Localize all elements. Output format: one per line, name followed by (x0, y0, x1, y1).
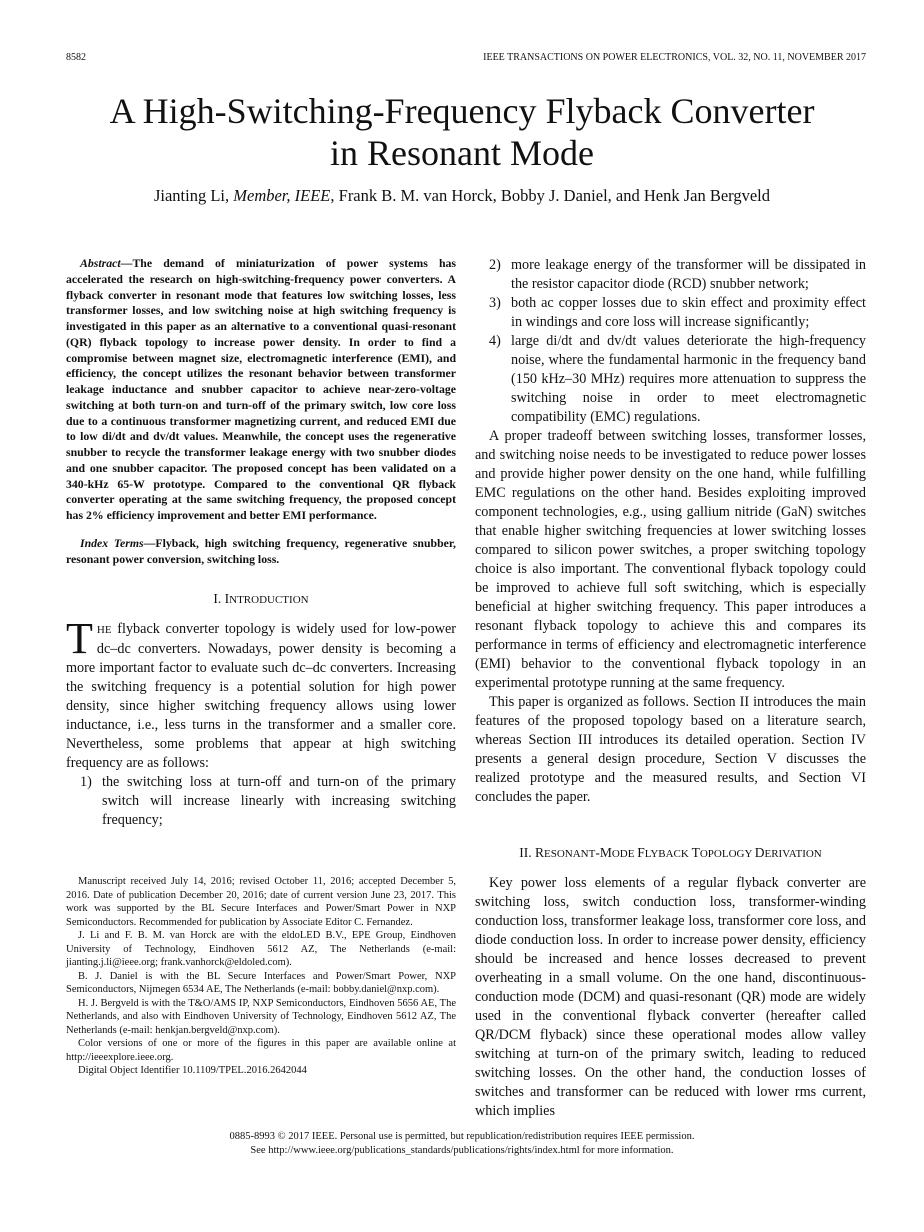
list-item: 3) both ac copper losses due to skin effect and proximity effect in windings and core loss will increase significantly; (489, 295, 866, 330)
footnote-doi: Digital Object Identifier 10.1109/TPEL.2016.2642044 (78, 1065, 307, 1076)
author-first: Jianting Li (153, 186, 225, 205)
index-terms (66, 536, 456, 568)
footnote-color: Color versions of one or more of the figures in this paper are available online at http://ieeexplore.ieee.org. (66, 1038, 456, 1063)
author-membership: , Member, IEEE (225, 186, 331, 205)
footnote-affil-1: J. Li and F. B. M. van Horck are with the eldoLED B.V., EPE Group, Eindhoven University of Technology, Eindhoven 5612 AZ, The Netherlands (e-mail: jianting.j.li@ieee.org; frank.vanhorck@eldoled.com). (66, 930, 456, 968)
title-line-1: A High-Switching-Frequency Flyback Converter (109, 91, 815, 131)
author-rest: , Frank B. M. van Horck, Bobby J. Daniel, and Henk Jan Bergveld (330, 186, 771, 205)
index-terms-label: Index Terms (80, 535, 144, 550)
intro-paragraph-3: This paper is organized as follows. Section II introduces the main features of the proposed topology based on a literature search, whereas Section III introduces its detailed operation. Section IV presents a general design procedure, Section V discusses the realized prototype and the measured results, and Section VI concludes the paper. (475, 694, 866, 805)
drop-cap: T (66, 614, 93, 664)
abstract (66, 256, 456, 524)
section-heading-introduction: I. INTRODUCTION (213, 591, 309, 607)
author-list (40, 186, 884, 206)
list-item: 4) large di/dt and dv/dt values deteriorate the high-frequency noise, where the fundamental harmonic in the frequency band (150 kHz–30 MHz) requires more attenuation to suppress the switching noise in order to meet electromagnetic compatibility (EMC) regulations. (489, 333, 866, 425)
footnote-received: Manuscript received July 14, 2016; revised October 11, 2016; accepted December 5, 2016. Date of publication December 20, 2016; date of current version June 23, 2017. This work was supported by the BL Secure Interfaces and Power/Smart Power in NXP Semiconductors. Recommended for publication by Associate Editor C. Fernandez. (66, 876, 456, 928)
abstract-label: Abstract (80, 256, 121, 270)
page-footer (0, 1130, 924, 1158)
abstract-text: —The demand of miniaturization of power systems has accelerated the research on high-switching-frequency power converters. A flyback converter in resonant mode that features low switching losses, less transformer losses, and low switching noise at high switching frequency is investigated in this paper as an alternative to a conventional quasi-resonant (QR) flyback topology to increase power density. In order to find a compromise between magnet size, electromagnetic interference (EMI), and efficiency, the concept utilizes the resonant behavior between transformer leakage inductance and snubber capacitor to achieve near-zero-voltage switching at both turn-on and turn-off of the primary switch, low core loss due to a continuous transformer magnetizing current, and reduced EMI due to low di/dt and dv/dt values. Meanwhile, the concept uses the regenerative snubber to recycle the transformer leakage energy with two snubber diodes and one snubber capacitor. The proposed concept has been validated on a 340-kHz 65-W prototype. Compared to the conventional QR flyback converter operating at the same switching frequency, the proposed concept has 2% efficiency improvement and better EMI performance. (66, 256, 456, 522)
index-terms-text: —Flyback, high switching frequency, regenerative snubber, resonant power conversion, switching loss. (66, 535, 457, 566)
footnote (66, 875, 456, 1078)
list-item: 2) more leakage energy of the transformer will be dissipated in the resistor capacitor diode (RCD) snubber network; (489, 257, 866, 292)
problem-list (66, 773, 456, 830)
intro-paragraph: THE flyback converter topology is widely used for low-power dc–dc converters. Nowadays, power density is becoming a more important factor to evaluate such dc–dc converters. Increasing the switching frequency is a potential solution for high power density, since higher switching frequency allows using lower inductance, i.e., less turns in the transformer and a smaller core. Nevertheless, some problems that appear at high switching frequency are as follows: (66, 614, 456, 772)
section-heading-resonant-mode: II. RESONANT-MODE FLYBACK TOPOLOGY DERIVATION (519, 845, 822, 860)
rights-link-line: See http://www.ieee.org/publications_standards/publications/rights/index.html for more information. (250, 1145, 674, 1156)
page-header (66, 52, 866, 66)
title-line-2: in Resonant Mode (330, 133, 594, 173)
footnote-affil-3: H. J. Bergveld is with the T&O/AMS IP, NXP Semiconductors, Eindhoven 5656 AE, The Netherlands, and also with Eindhoven University of Technology, Eindhoven 5612 AZ, The Netherlands (e-mail: henkjan.bergveld@nxp.com). (66, 997, 456, 1036)
page-number: 8582 (66, 52, 86, 63)
paper-title (40, 90, 884, 174)
right-column (475, 256, 866, 1121)
footnote-affil-2: B. J. Daniel is with the BL Secure Interfaces and Power/Smart Power, NXP Semiconductors, Nijmegen 6534 AE, The Netherlands (e-mail: bobby.daniel@nxp.com). (66, 970, 456, 995)
copyright-line: 0885-8993 © 2017 IEEE. Personal use is permitted, but republication/redistribution requires IEEE permission. (229, 1131, 695, 1142)
journal-info: IEEE TRANSACTIONS ON POWER ELECTRONICS, VOL. 32, NO. 11, NOVEMBER 2017 (483, 52, 866, 63)
intro-paragraph-2: A proper tradeoff between switching losses, transformer losses, and switching noise needs to be investigated to reduce power losses and provide higher power density on the one hand, while fulfilling EMC regulations on the other hand. Besides exploiting improved component technologies, e.g., using gallium nitride (GaN) switches that enable higher switching frequencies at lower switching losses compared to silicon power switches, a proper switching topology choice is also important. The conventional flyback topology could be improved to achieve full soft switching, which is especially beneficial at higher switching frequency. This paper introduces a resonant flyback topology to achieve this and compares its performance in terms of efficiency and electromagnetic interference (EMI) behavior to the conventional flyback topology in an experimental prototype running at the same frequency. (475, 428, 866, 691)
list-item: 1) the switching loss at turn-off and turn-on of the primary switch will increase linearly with increasing switching frequency; (80, 774, 456, 829)
problem-list-continued (475, 256, 866, 427)
left-column (66, 256, 456, 830)
section-2-paragraph: Key power loss elements of a regular flyback converter are switching loss, switch conduction loss, transformer-winding conduction loss, transformer leakage loss, transformer core loss, and diode conduction loss. In order to increase power density, efficiency should be increased and hence losses decreased to prevent overheating in a small volume. On the one hand, discontinuous-conduction mode (DCM) and quasi-resonant (QR) mode are widely used in the conventional flyback converter (hereafter called QR/DCM flyback) since these operational modes allow valley switching at turn-on of the primary switch, leading to reduced switching losses. On the other hand, the conduction losses of switches and transformer can be reduced with lower rms current, which implies (475, 875, 866, 1119)
